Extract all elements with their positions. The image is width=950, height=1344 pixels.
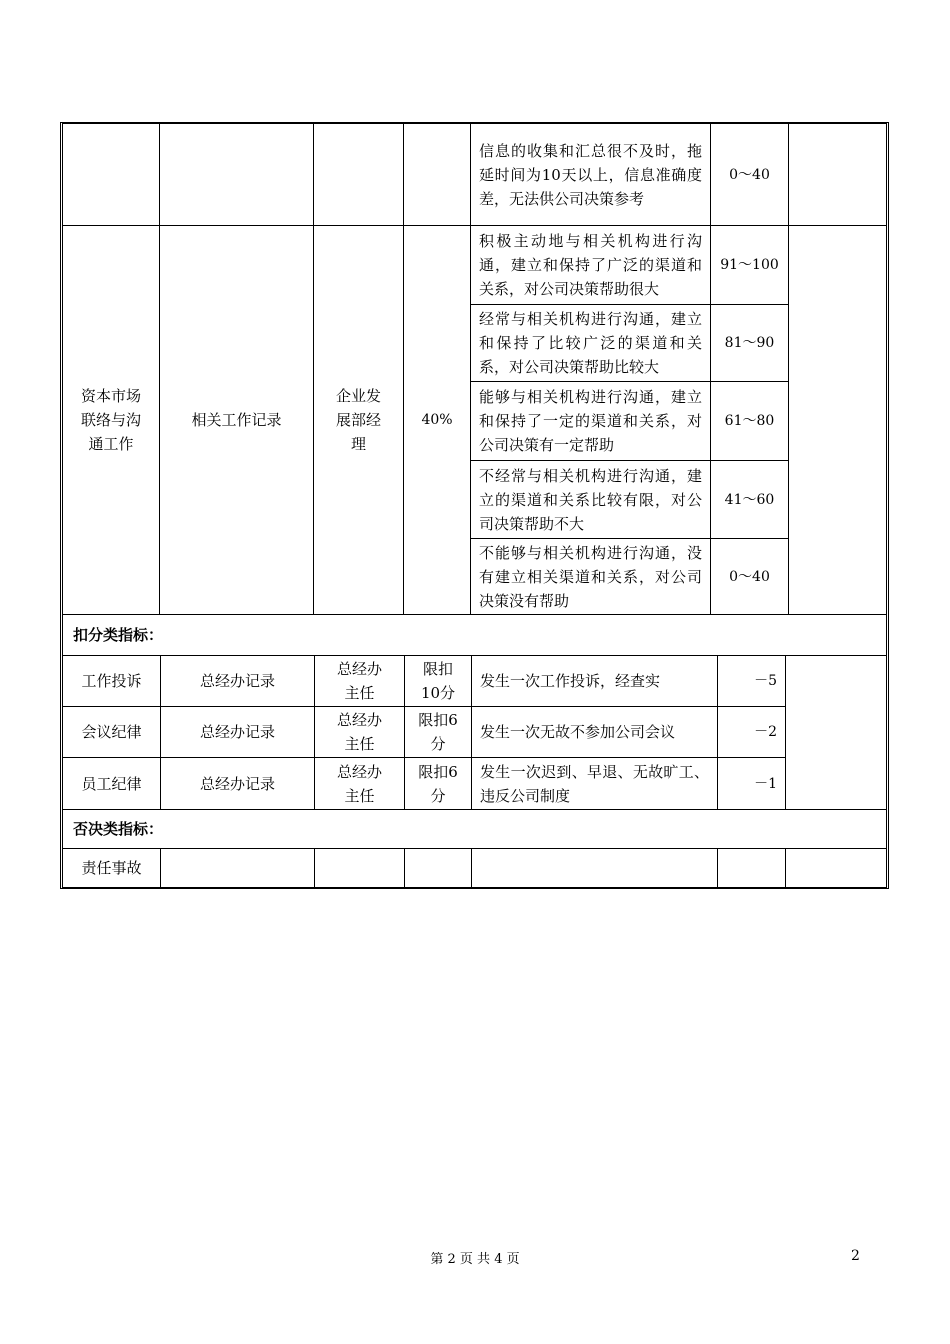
deduction-score: －1 [754,775,777,792]
deduction-source: 总经办记录 [199,723,275,741]
deduction-limit: 限扣6分 [418,711,458,753]
deduction-limit: 限扣6分 [418,762,458,805]
deduction-score: －2 [754,724,777,740]
deduction-description: 发生一次工作投诉，经查实 [480,672,661,690]
capital-market-evaluator: 企业发展部经理 [335,387,381,453]
level-description: 不经常与相关机构进行沟通，建立的渠道和关系比较有限，对公司决策帮助不大 [479,466,702,533]
capital-market-weight: 40% [421,412,453,428]
level-score: 41～60 [724,491,775,508]
deduction-evaluator: 总经办主任 [336,711,382,753]
level-score: 0～40 [729,568,770,585]
veto-row: 责任事故 [81,859,142,877]
deduction-row: 员工纪律 [81,774,142,793]
deduction-evaluator: 总经办主任 [336,762,382,805]
deduction-evaluator: 总经办主任 [336,660,382,702]
deduction-row: 工作投诉 [81,672,142,690]
deduction-description: 发生一次无故不参加公司会议 [480,723,676,741]
level-score: 81～90 [724,335,775,351]
veto-section-label: 否决类指标： [73,820,164,838]
level-description: 积极主动地与相关机构进行沟通，建立和保持了广泛的渠道和关系，对公司决策帮助很大 [479,232,702,298]
deduction-section-label: 扣分类指标： [73,626,164,644]
level-score: 91～100 [720,257,779,273]
deduction-source: 总经办记录 [199,672,275,690]
deduction-limit: 限扣10分 [420,660,456,702]
assessment-table [60,122,889,889]
top-block-description: 信息的收集和汇总很不及时，拖延时间为10天以上，信息准确度差，无法供公司决策参考 [479,141,702,208]
deduction-score: －5 [754,673,777,689]
level-description: 经常与相关机构进行沟通，建立和保持了比较广泛的渠道和关系，对公司决策帮助比较大 [479,310,702,376]
capital-market-source: 相关工作记录 [191,411,282,429]
page-info: 第 2 页 共 4 页 [430,1252,520,1267]
deduction-source: 总经办记录 [199,774,275,793]
level-score: 61～80 [724,413,775,429]
deduction-description: 发生一次迟到、早退、无故旷工、违反公司制度 [480,762,709,805]
page-number: 2 [851,1248,860,1264]
capital-market-item: 资本市场联络与沟通工作 [80,387,141,453]
deduction-row: 会议纪律 [81,723,142,741]
level-description: 能够与相关机构进行沟通，建立和保持了一定的渠道和关系，对公司决策有一定帮助 [479,388,702,454]
top-block-score: 0～40 [729,166,770,183]
level-description: 不能够与相关机构进行沟通，没有建立相关渠道和关系，对公司决策没有帮助 [479,543,702,610]
